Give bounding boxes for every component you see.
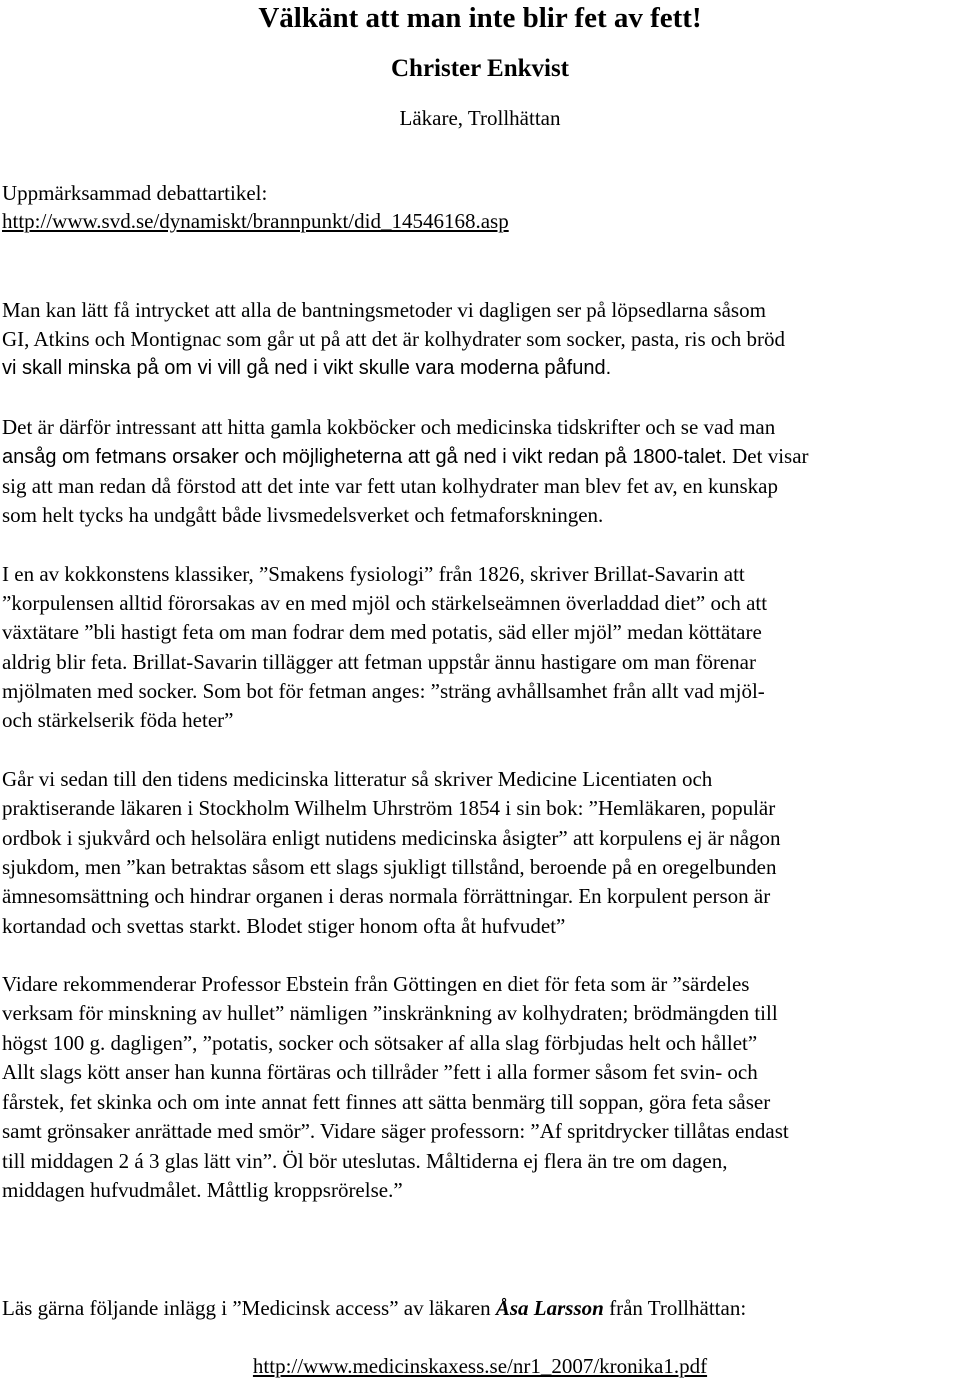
paragraph4-line: Går vi sedan till den tidens medicinska litteratur så skriver Medicine Licentiaten och — [2, 767, 713, 791]
paragraph2-serif-text: Det visar — [726, 444, 809, 468]
paragraph2-line: som helt tycks ha undgått både livsmedelsverket och fetmaforskningen. — [2, 503, 604, 527]
source-label: Uppmärksammad debattartikel: — [2, 181, 268, 205]
paragraph3-line: mjölmaten med socker. Som bot för fetman anges: ”sträng avhållsamhet från allt vad mjöl- — [2, 679, 765, 703]
paragraph3-line: och stärkelserik föda heter” — [2, 708, 234, 732]
paragraph3-line: aldrig blir feta. Brillat-Savarin tillägger att fetman uppstår ännu hastigare om man förenar — [2, 650, 756, 674]
paragraph3-line: växtätare ”bli hastigt feta om man fodrar dem med potatis, säd eller mjöl” medan köttätare — [2, 620, 762, 644]
paragraph5-line: till middagen 2 á 3 glas lätt vin”. Öl bör uteslutas. Måltiderna ej flera än tre om dagen, — [2, 1149, 728, 1173]
paragraph2-line: sig att man redan då förstod att det inte var fett utan kolhydrater man blev fet av, en kunskap — [2, 474, 778, 498]
paragraph4-line: ordbok i sjukvård och helsolära enligt nutidens medicinska åsigter” att korpulens ej är någon — [2, 826, 781, 850]
paragraph5-line: middagen hufvudmålet. Måttlig kroppsrörelse.” — [2, 1178, 403, 1202]
medicinsk-access-link[interactable]: http://www.medicinskaxess.se/nr1_2007/kronika1.pdf — [252, 1354, 708, 1378]
article-title: Välkänt att man inte blir fet av fett! — [258, 2, 702, 34]
paragraph4-line: praktiserande läkaren i Stockholm Wilhelm Uhrström 1854 i sin bok: ”Hemläkaren, populär — [2, 796, 776, 820]
recommended-author-name: Åsa Larsson — [495, 1296, 604, 1320]
paragraph5-line: verksam för minskning av hullet” nämligen ”inskränkning av kolhydraten; brödmängden till — [2, 1001, 778, 1025]
author-name: Christer Enkvist — [390, 55, 570, 82]
paragraph4-line: kortandad och svettas starkt. Blodet stiger honom ofta åt hufvudet” — [2, 914, 566, 938]
paragraph1-line: GI, Atkins och Montignac som går ut på att det är kolhydrater som socker, pasta, ris och bröd — [2, 327, 785, 351]
paragraph4-line: sjukdom, men ”kan betraktas såsom ett slags sjukligt tillstånd, beroende på en oregelbunden — [2, 855, 777, 879]
source-link[interactable]: http://www.svd.se/dynamiskt/brannpunkt/did_14546168.asp — [2, 209, 509, 233]
paragraph5-line: fårstek, fet skinka och om inte annat fett finnes att sätta benmärg till soppan, göra feta såser — [2, 1090, 771, 1114]
paragraph1-line: Man kan lätt få intrycket att alla de bantningsmetoder vi dagligen ser på löpsedlarna såsom — [2, 298, 766, 322]
paragraph5-line: Vidare rekommenderar Professor Ebstein från Göttingen en diet för feta som är ”särdeles — [2, 972, 750, 996]
paragraph5-line: högst 100 g. dagligen”, ”potatis, socker och sötsaker af alla slag förbjudas helt och hållet” — [2, 1031, 758, 1055]
paragraph5-line: Allt slags kött anser han kunna förtäras och tillråder ”fett i alla former såsom fet svin- och — [2, 1060, 758, 1084]
closing-text-after: från Trollhättan: — [603, 1296, 747, 1320]
paragraph3-line: I en av kokkonstens klassiker, ”Smakens fysiologi” från 1826, skriver Brillat-Savarin att — [2, 562, 745, 586]
closing-text-before: Läs gärna följande inlägg i ”Medicinsk access” av läkaren — [2, 1296, 496, 1320]
paragraph2-line-mixed — [2, 442, 809, 471]
paragraph5-line: samt grönsaker anrättade med smör”. Vidare säger professorn: ”Af spritdrycker tillåtas endast — [2, 1119, 789, 1143]
closing-line — [2, 1294, 746, 1322]
paragraph2-line: Det är därför intressant att hitta gamla kokböcker och medicinska tidskrifter och se vad man — [2, 415, 776, 439]
paragraph1-line: vi skall minska på om vi vill gå ned i vikt skulle vara moderna påfund. — [2, 357, 612, 379]
paragraph3-line: ”korpulensen alltid förorsakas av en med mjöl och stärkelseämnen överladdad diet” och att — [2, 591, 768, 615]
paragraph2-sans-text: ansåg om fetmans orsaker och möjligheterna att gå ned i vikt redan på 1800-talet. — [2, 446, 727, 468]
paragraph4-line: ämnesomsättning och hindrar organen i deras normala förrättningar. En korpulent person är — [2, 884, 771, 908]
author-role: Läkare, Trollhättan — [399, 106, 561, 130]
